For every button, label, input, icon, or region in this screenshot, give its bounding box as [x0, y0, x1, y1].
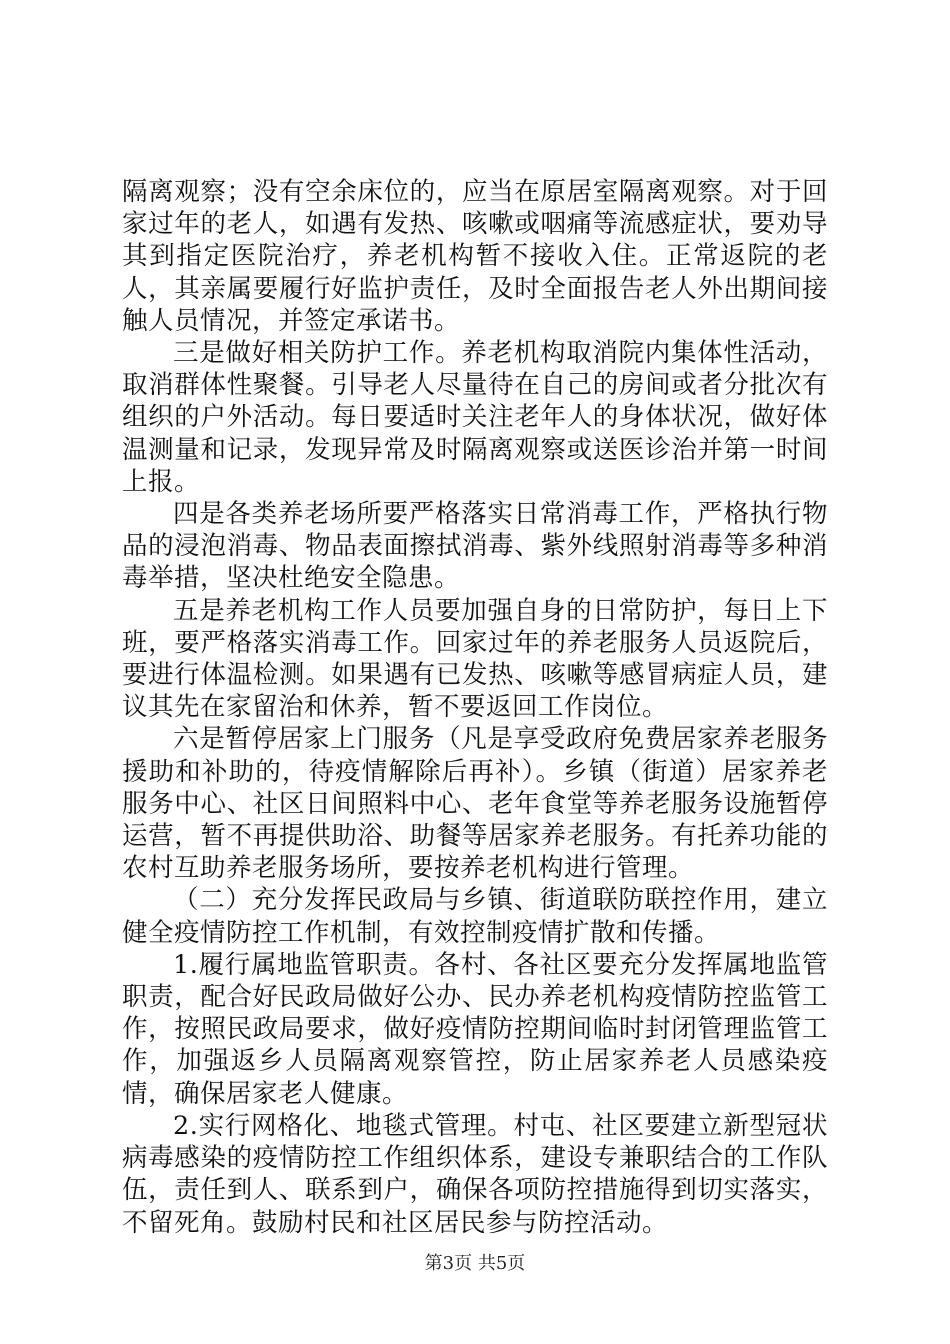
paragraph-five: 五是养老机构工作人员要加强自身的日常防护，每日上下班，要严格落实消毒工作。回家过年的养老服务人员返院后，要进行体温检测。如果遇有已发热、咳嗽等感冒病症人员，建议其先在家留治和休养，暂不要返回工作岗位。: [122, 595, 828, 723]
paragraph-three: 三是做好相关防护工作。养老机构取消院内集体性活动，取消群体性聚餐。引导老人尽量待在自己的房间或者分批次有组织的户外活动。每日要适时关注老年人的身体状况，做好体温测量和记录，发现异常及时隔离观察或送医诊治并第一时间上报。: [122, 338, 828, 497]
paragraph-six: 六是暂停居家上门服务（凡是享受政府免费居家养老服务援助和补助的，待疫情解除后再补）。乡镇（街道）居家养老服务中心、社区日间照料中心、老年食堂等养老服务设施暂停运营，暂不再提供助浴、助餐等居家养老服务。有托养功能的农村互助养老服务场所，要按养老机构进行管理。: [122, 724, 828, 884]
document-body: [122, 176, 828, 1239]
paragraph-four: 四是各类养老场所要严格落实日常消毒工作，严格执行物品的浸泡消毒、物品表面擦拭消毒、紫外线照射消毒等多种消毒举措，坚决杜绝安全隐患。: [122, 499, 828, 594]
paragraph-item-one: 1.履行属地监管职责。各村、各社区要充分发挥属地监管职责，配合好民政局做好公办、民办养老机构疫情防控监管工作，按照民政局要求，做好疫情防控期间临时封闭管理监管工作，加强返乡人员隔离观察管控，防止居家养老人员感染疫情，确保居家老人健康。: [122, 949, 828, 1109]
paragraph-item-two: 2.实行网格化、地毯式管理。村屯、社区要建立新型冠状病毒感染的疫情防控工作组织体系，建设专兼职结合的工作队伍，责任到人、联系到户，确保各项防控措施得到切实落实，不留死角。鼓励村民和社区居民参与防控活动。: [122, 1110, 828, 1238]
page-footer: 第3页 共5页: [424, 1253, 526, 1274]
section-heading-two: （二）充分发挥民政局与乡镇、街道联防联控作用，建立健全疫情防控工作机制，有效控制疫情扩散和传播。: [122, 885, 828, 948]
paragraph-continued: 隔离观察；没有空余床位的，应当在原居室隔离观察。对于回家过年的老人，如遇有发热、咳嗽或咽痛等流感症状，要劝导其到指定医院治疗，养老机构暂不接收入住。正常返院的老人，其亲属要履行好监护责任，及时全面报告老人外出期间接触人员情况，并签定承诺书。: [122, 177, 828, 336]
